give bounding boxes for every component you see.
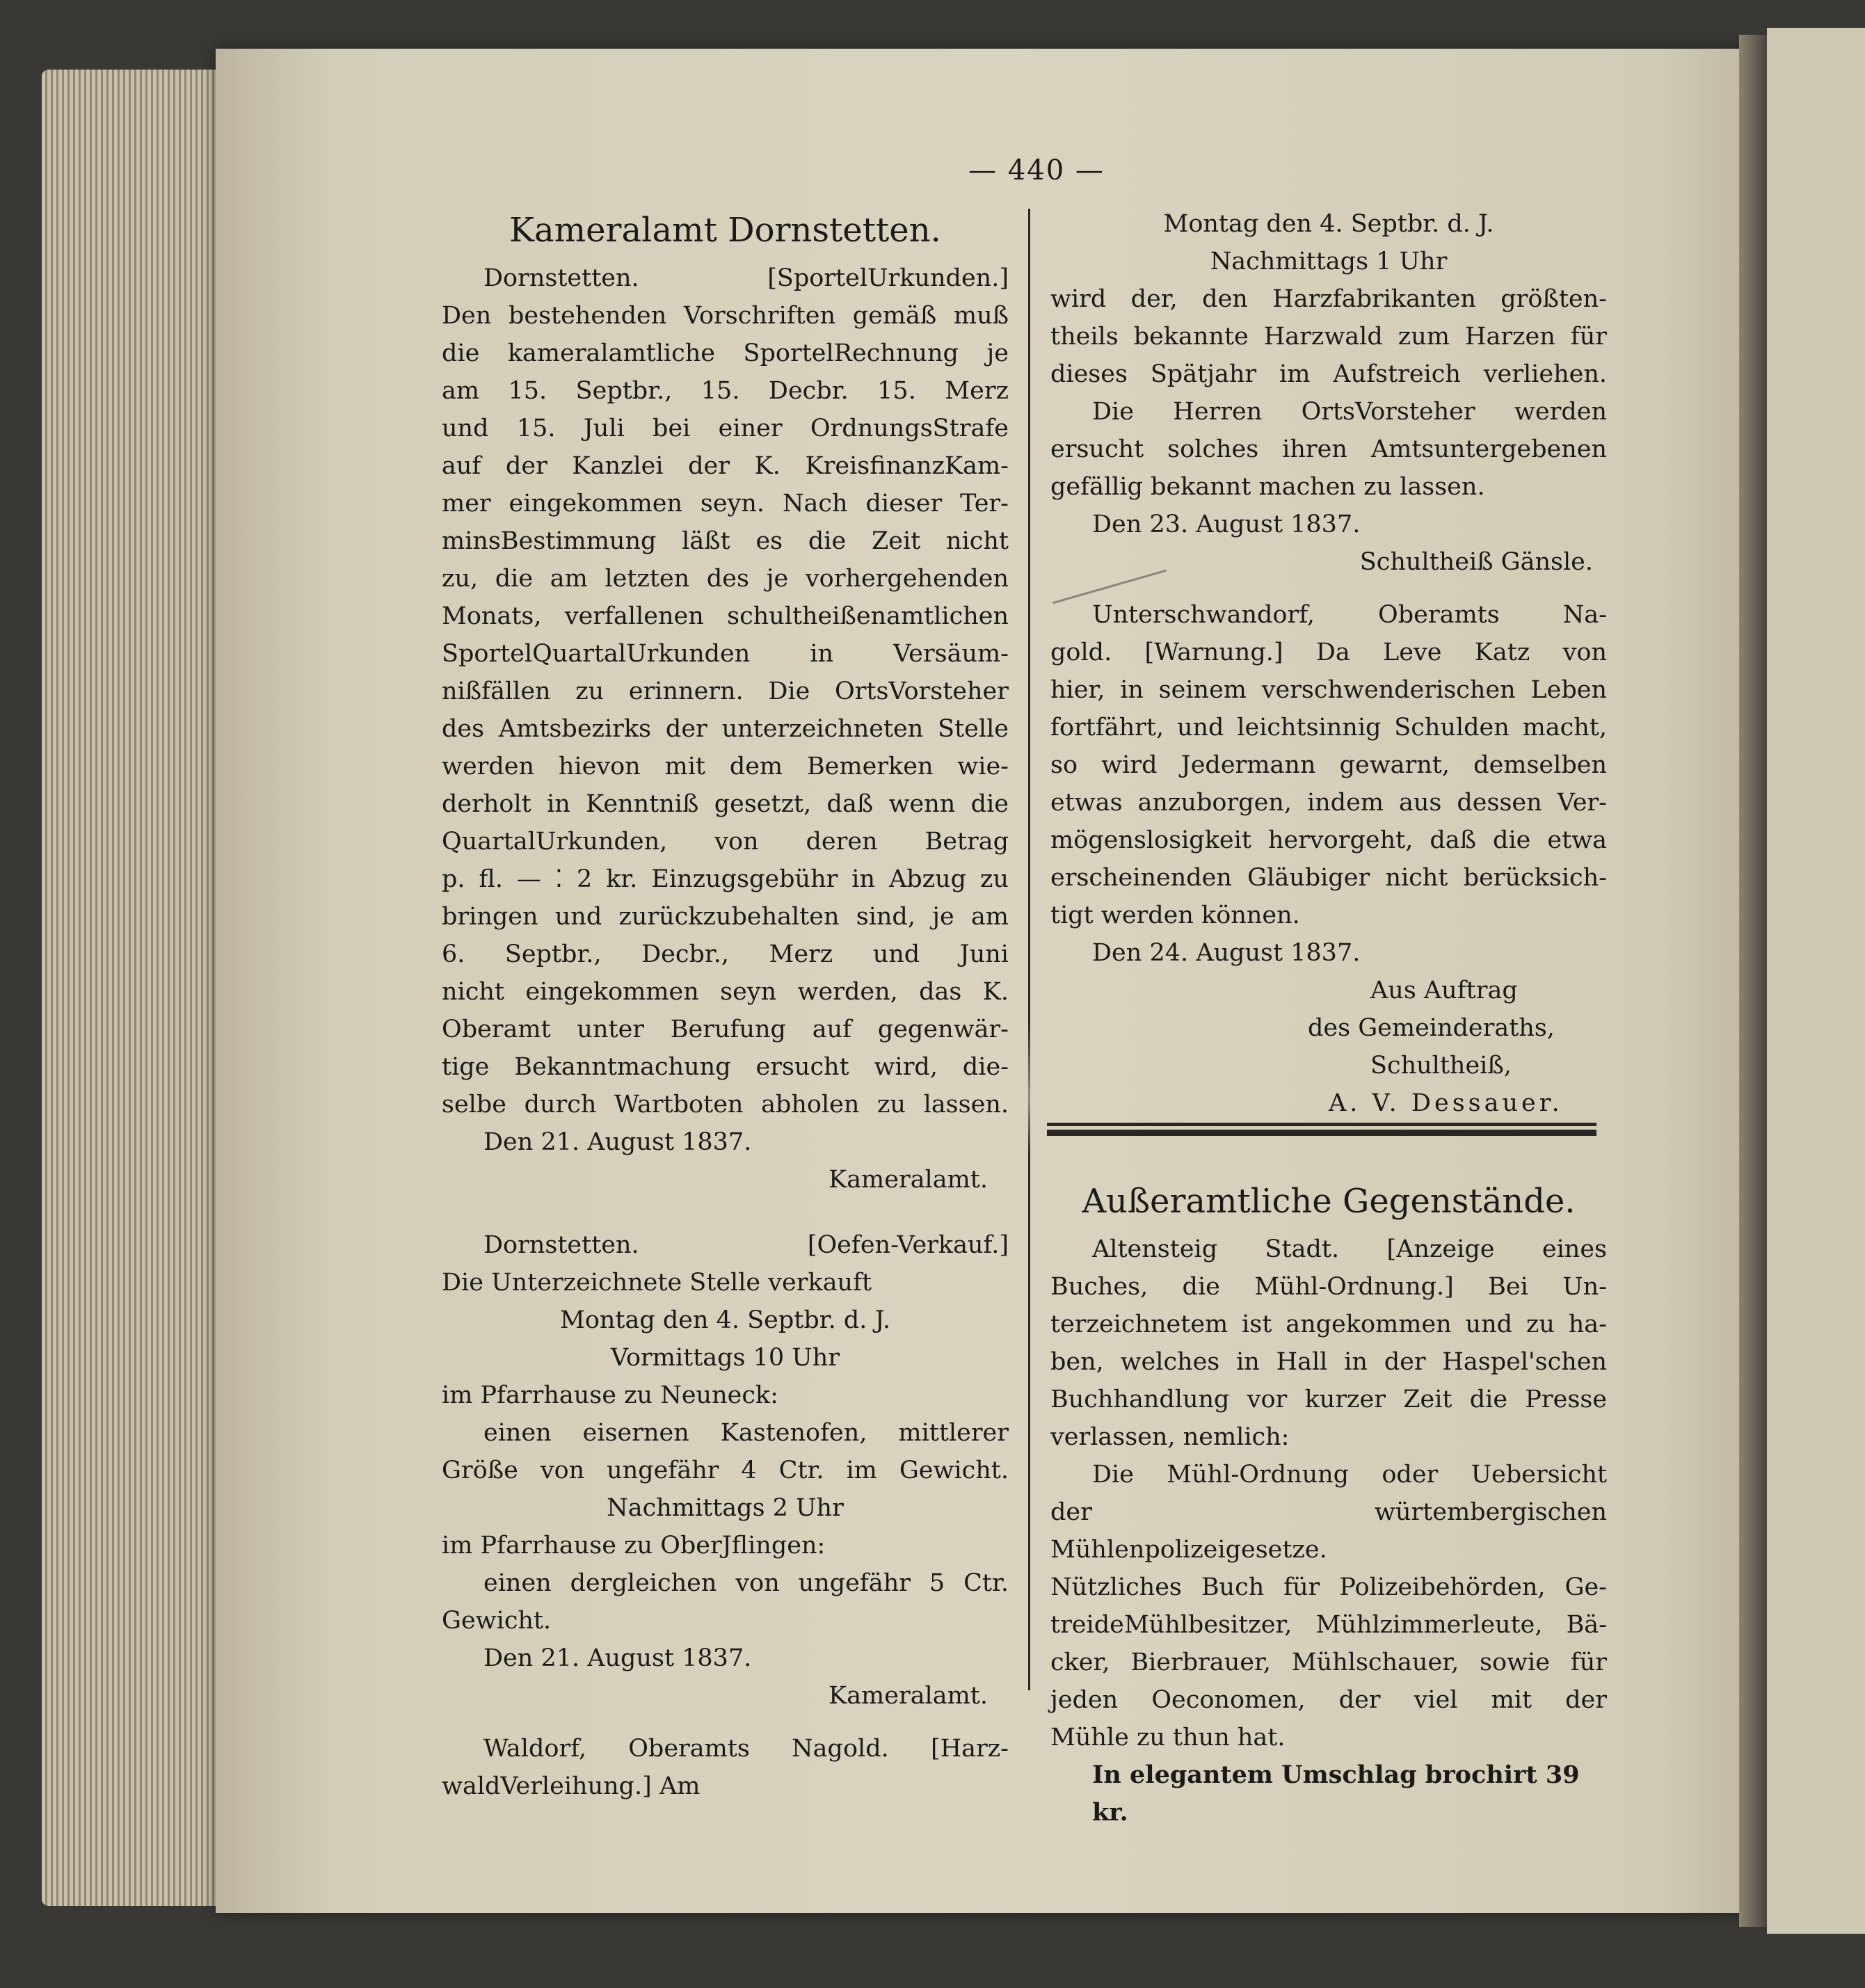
book-gutter — [1739, 35, 1767, 1927]
notice-line: verlassen, nemlich: — [1050, 1423, 1290, 1451]
notice-line: Altensteig Stadt. [Anzeige eines — [1092, 1235, 1607, 1263]
notice-line: Dornstetten. [SportelUrkunden.] — [483, 264, 1009, 292]
left-column — [442, 205, 1009, 1805]
notice-line: waldVerleihung.] Am — [442, 1772, 701, 1800]
notice-line: erscheinenden Gläubiger nicht berücksich- — [1050, 864, 1607, 892]
notice-line: QuartalUrkunden, von deren Betrag — [442, 828, 1009, 856]
schedule-date: Montag den 4. Septbr. d. J. — [559, 1306, 890, 1334]
schedule-date: Montag den 4. Septbr. d. J. — [1163, 210, 1494, 238]
notice-line: fortfährt, und leichtsinnig Schulden macht, — [1050, 714, 1607, 742]
notice-line: p. fl. — ⁚ 2 kr. Einzugsgebühr in Abzug zu — [442, 865, 1009, 893]
notice-waldorf — [442, 1730, 1009, 1805]
notice-line: Die Herren OrtsVorsteher werden — [1092, 398, 1607, 426]
notice-line: Buches, die Mühl-Ordnung.] Bei Un- — [1050, 1273, 1607, 1301]
notice-line: Den bestehenden Vorschriften gemäß muß — [442, 302, 1009, 330]
facing-page-edge — [1767, 28, 1865, 1934]
notice-line: Oberamt unter Berufung auf gegenwär- — [442, 1016, 1009, 1043]
signature-line: des Gemeinderaths, — [1308, 1014, 1555, 1042]
notice-oefen — [442, 1226, 1009, 1715]
item-line: Größe von ungefähr 4 Ctr. im Gewicht. — [442, 1457, 1009, 1484]
book-line: jeden Oeconomen, der viel mit der — [1050, 1686, 1607, 1714]
notice-line: am 15. Septbr., 15. Decbr. 15. Merz — [442, 377, 1009, 405]
item-line: Gewicht. — [442, 1607, 552, 1635]
schedule-time: Vormittags 10 Uhr — [610, 1344, 840, 1372]
notice-line: auf der Kanzlei der K. KreisfinanzKam- — [442, 452, 1009, 480]
notice-line: wird der, den Harzfabrikanten größten- — [1050, 285, 1607, 313]
notice-line: terzeichnetem ist angekommen und zu ha- — [1050, 1310, 1607, 1338]
page-number: — 440 — — [968, 154, 1105, 186]
notice-line: ersucht solches ihren Amtsuntergebenen — [1050, 435, 1607, 463]
book-line: Die Mühl-Ordnung oder Uebersicht — [1092, 1461, 1607, 1489]
notice-line: gold. [Warnung.] Da Leve Katz von — [1050, 639, 1607, 666]
notice-line: und 15. Juli bei einer OrdnungsStrafe — [442, 415, 1009, 442]
notice-line: dieses Spätjahr im Aufstreich verliehen. — [1050, 360, 1607, 388]
notice-line: mer eingekommen seyn. Nach dieser Ter- — [442, 490, 1009, 518]
book-line: Mühle zu thun hat. — [1050, 1724, 1286, 1751]
notice-altensteig — [1050, 1231, 1607, 1831]
notice-line: 6. Septbr., Decbr., Merz und Juni — [442, 940, 1009, 968]
schedule-place: im Pfarrhause zu Neuneck: — [442, 1381, 778, 1409]
notice-line: zu, die am letzten des je vorhergehenden — [442, 565, 1009, 593]
notice-line: ben, welches in Hall in der Haspel'schen — [1050, 1348, 1607, 1376]
right-column — [1050, 205, 1607, 1831]
notice-line: Unterschwandorf, Oberamts Na- — [1092, 601, 1607, 629]
notice-date: Den 24. August 1837. — [1092, 939, 1361, 967]
notice-line: Monats, verfallenen schultheißenamtlichen — [442, 602, 1009, 630]
item-line: einen eisernen Kastenofen, mittlerer — [483, 1419, 1009, 1447]
notice-line: tige Bekanntmachung ersucht wird, die- — [442, 1053, 1009, 1081]
notice-date: Den 23. August 1837. — [1092, 511, 1361, 538]
notice-line: minsBestimmung läßt es die Zeit nicht — [442, 527, 1009, 555]
notice-line: bringen und zurückzubehalten sind, je am — [442, 903, 1009, 931]
section-heading: Außeramtliche Gegenstände. — [1082, 1182, 1576, 1221]
notice-line: gefällig bekannt machen zu lassen. — [1050, 473, 1485, 501]
notice-signature: Kameralamt. — [829, 1166, 988, 1194]
book-line: Nützliches Buch für Polizeibehörden, Ge- — [1050, 1573, 1607, 1601]
notice-line: nicht eingekommen seyn werden, das K. — [442, 978, 1009, 1006]
left-heading: Kameralamt Dornstetten. — [509, 211, 941, 250]
notice-sportel — [442, 259, 1009, 1199]
notice-date: Den 21. August 1837. — [483, 1644, 752, 1672]
schedule-place: im Pfarrhause zu OberJflingen: — [442, 1532, 826, 1560]
signature-name: A. V. Dessauer. — [1329, 1089, 1563, 1117]
notice-line: des Amtsbezirks der unterzeichneten Stelle — [442, 715, 1009, 743]
notice-line: tigt werden können. — [1050, 901, 1300, 929]
notice-unterschwandorf — [1050, 596, 1607, 1122]
notice-signature: Kameralamt. — [829, 1682, 988, 1710]
notice-line: Buchhandlung vor kurzer Zeit die Presse — [1050, 1386, 1607, 1413]
schedule-time: Nachmittags 1 Uhr — [1210, 248, 1448, 275]
signature-line: Aus Auftrag — [1370, 977, 1518, 1004]
book-line: treideMühlbesitzer, Mühlzimmerleute, Bä- — [1050, 1611, 1607, 1639]
notice-waldorf-continued — [1050, 205, 1607, 581]
book-line: cker, Bierbrauer, Mühlschauer, sowie für — [1050, 1649, 1607, 1676]
notice-line: mögenslosigkeit hervorgeht, daß die etwa — [1050, 826, 1607, 854]
notice-line: die kameralamtliche SportelRechnung je — [442, 339, 1009, 367]
signature-line: Schultheiß, — [1370, 1052, 1512, 1080]
notice-signature: Schultheiß Gänsle. — [1359, 548, 1593, 576]
schedule-time: Nachmittags 2 Uhr — [607, 1494, 844, 1522]
notice-line: so wird Jedermann gewarnt, demselben — [1050, 751, 1607, 779]
notice-date: Den 21. August 1837. — [483, 1128, 752, 1156]
notice-line: theils bekannte Harzwald zum Harzen für — [1050, 323, 1607, 351]
notice-line: SportelQuartalUrkunden in Versäum- — [442, 640, 1009, 668]
notice-line: selbe durch Wartboten abholen zu lassen. — [442, 1091, 1009, 1119]
notice-line: nißfällen zu erinnern. Die OrtsVorsteher — [442, 678, 1009, 705]
notice-line: Die Unterzeichnete Stelle verkauft — [442, 1269, 872, 1297]
column-divider — [1028, 209, 1030, 1690]
book-price: In elegantem Umschlag brochirt 39 kr. — [1092, 1761, 1580, 1827]
item-line: einen dergleichen von ungefähr 5 Ctr. — [483, 1569, 1009, 1597]
notice-line: derholt in Kenntniß gesetzt, daß wenn die — [442, 790, 1009, 818]
notice-line: werden hievon mit dem Bemerken wie- — [442, 753, 1009, 780]
notice-line: Waldorf, Oberamts Nagold. [Harz- — [483, 1735, 1009, 1763]
book-line: der würtembergischen Mühlenpolizeigesetze. — [1050, 1498, 1607, 1564]
notice-line: Dornstetten. [Oefen-Verkauf.] — [483, 1231, 1009, 1259]
notice-line: hier, in seinem verschwenderischen Leben — [1050, 676, 1607, 704]
notice-line: etwas anzuborgen, indem aus dessen Ver- — [1050, 789, 1607, 817]
